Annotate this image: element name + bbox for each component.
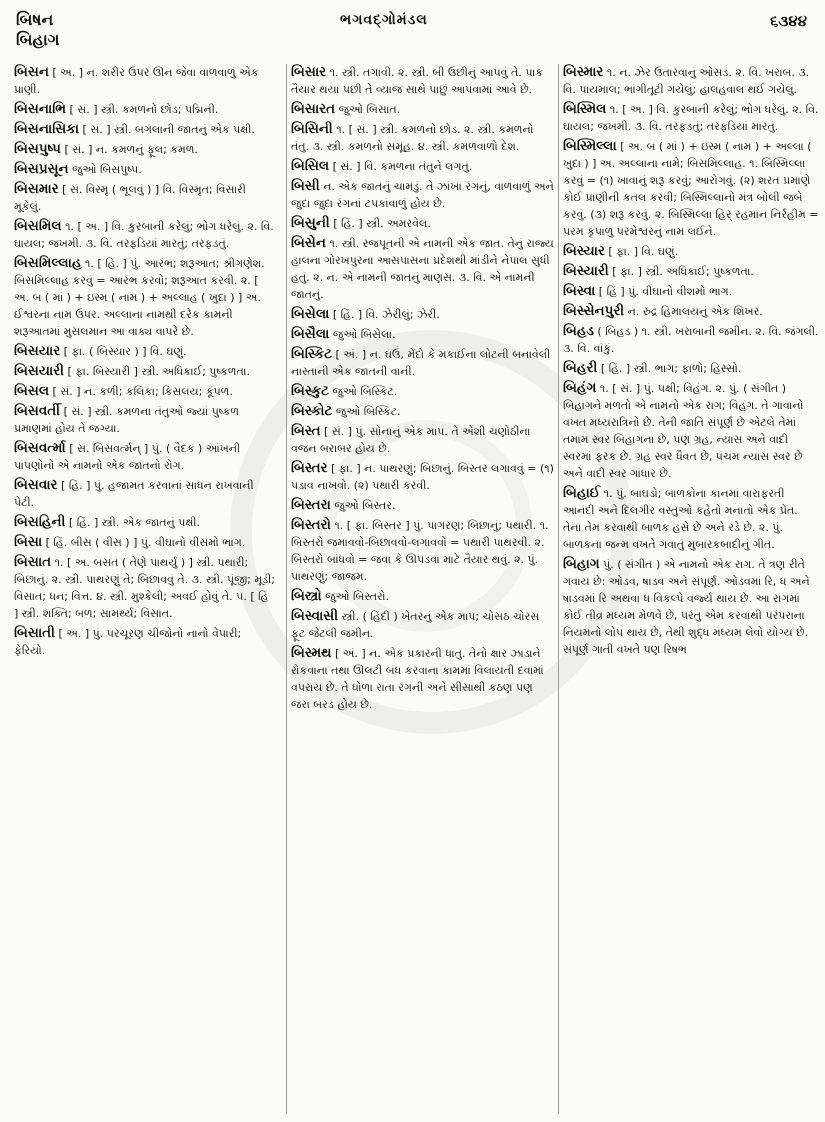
entry-headword: બિસારત: [291, 101, 336, 117]
entry-definition: [ અ. ] ન. શરીર ઉપર ઊન જેવા વાળવાળું એક પ્રાણી.: [14, 66, 259, 96]
dictionary-entry: [291, 178, 555, 212]
dictionary-entry: [14, 101, 276, 118]
dictionary-entry: [14, 477, 276, 511]
entry-definition: [ હિં. ] વિ. ઝેરીલું; ઝેરી.: [332, 308, 440, 321]
entry-definition: જુઓ બિસ્તર.: [334, 499, 396, 512]
entry-definition: [ હિં. બીસ ( વીસ ) ] પું. વીઘાનો વીસમો ભાગ.: [45, 536, 246, 549]
entry-headword: બિસ્મિલ: [563, 101, 607, 117]
entry-definition: [ હિં. ] સ્ત્રી. અમરવેલ.: [333, 217, 431, 230]
dictionary-entry: [563, 380, 819, 482]
entry-definition: ૧. [ અ. બસત ( તેણે પાથર્યું ) ] સ્ત્રી. પથારી; બિછાનું. ૨. સ્ત્રી. પાથરણું તે; બિછાવવું તે. ૩. સ્ત્રી. પૂંજી; મૂડી; વિસાત; ધન; વિત્ત. ૪. સ્ત્રી. મુશ્કેલી; અવઈ હોવું તે. ૫. [ હિં ] સ્ત્રી. શક્તિ; બળ; સામર્થ્ય; વિસાત.: [14, 556, 276, 620]
entry-definition: [ ફા. બિસ્યારી ] સ્ત્રી. અધિકાઈ; પુષ્કળતા.: [67, 365, 250, 378]
entry-definition: ન. એક જાતનું ચામડું. તે ઝાંખા રંગનું, વાળવાળું અને જુદા જુદા રંગનાં ટપકાંવાળું હોય છે.: [291, 180, 554, 210]
entry-headword: બિસનાસિકા: [14, 121, 80, 137]
dictionary-entry: [291, 306, 555, 323]
dictionary-entry: [14, 255, 276, 340]
dictionary-entry: [291, 235, 555, 303]
entry-definition: જુઓ બિસપુષ્પ.: [72, 163, 142, 176]
dictionary-entry: [14, 64, 276, 98]
entry-headword: બિસ્વા: [563, 283, 596, 299]
entry-definition: ૧. [ હિં. ] પું. આરંભ; શરૂઆત; શ્રીગણેશ. બિસમિલ્લાહ કરવું = આરંભ કરવો; શરૂઆત કરવી. ૨. [ અ. બ ( માં ) + ઇસ્મ ( નામ ) + અલ્લાહ ( ખુદા ) ] અ. ઈશ્વરના નામ ઉપર. અલ્લાના નામથી દરેક કામની શરૂઆતમાં મુસલમાન આ વાક્ય વાપરે છે.: [14, 257, 265, 338]
dictionary-entry: [563, 138, 819, 240]
entry-definition: [ સં. ] ન. કમળનું ફૂલ; કમળ.: [64, 143, 198, 156]
page-title: ભગવદ્ગોમંડલ: [340, 12, 428, 28]
entry-definition: ન. રુદ્ર હિમાલયનું એક શિખર.: [627, 305, 763, 318]
entry-headword: બિસવાર: [14, 477, 58, 493]
column-3: [558, 64, 819, 1114]
entry-definition: [ સં. ] સ્ત્રી. બગલાની જાતનું એક પક્ષી.: [82, 123, 255, 136]
entry-headword: બિસ્વાસી: [291, 608, 339, 624]
entry-headword: બિસવર્ત્મા: [14, 440, 66, 456]
page-header: [0, 0, 825, 70]
entry-headword: બિસ્યારી: [563, 263, 609, 279]
entry-headword: બિસુની: [291, 215, 330, 231]
entry-definition: [ અં. ] ન. ઘઉં, મેંદો કે મકાઈના લોટની બનાવેલી નાસ્તાની એક જાતની વાની.: [291, 348, 551, 378]
entry-headword: બિસ્સેનપુરી: [563, 303, 625, 319]
dictionary-entry: [291, 423, 555, 457]
entry-definition: [ અ. બ ( માં ) + ઇસ્મ ( નામ ) + અલ્લા ( ખુદા ) ] અ. અલ્લાના નામે; બિસમિલ્લાહ. ૧. બિસ્મિલ્લા કરવું = (૧) ખાવાનું શરૂ કરવું; આરોગવું. (૨) શરત પ્રમાણે કોઈ પ્રાણીની કતલ કરવી; બિસ્મિલ્લાનો મંત્ર બોલી જબે કરવું. (૩) શરૂ કરવું. ૨. બિસ્મિલ્લા હિર્ રહમાન નિર્રહીમ = પરમ કૃપાળુ પરમેશ્વરનું નામ લઈને.: [563, 140, 819, 238]
dictionary-entry: [563, 360, 819, 377]
entry-definition: ૧. પું. બાઘડો; બાળકોના કાનમાં વારાફરતી આનંદી અને દિલગીર વસ્તુઓ કહેતો મનાતો એક પ્રેત. તેના તેમ કરવાથી બાળક હસે છે અને રડે છે. ૨. પું. બાળકના જન્મ વખતે ગવાતું મુબારકબાદીનું ગીત.: [563, 487, 798, 551]
dictionary-entry: [291, 64, 555, 98]
entry-definition: ૧. [ સં. ] પું. પક્ષી; વિહંગ. ૨. પું. ( સંગીત ) બિહાગને મળતો એ નામનો એક રાગ; વિહંગ. તે ગાવાનો વખત મધ્યરાત્રિનો છે. તેની જાતિ સંપૂર્ણ છે એટલે તેમાં તમામ સ્વર બિહાગના છે, પણ ગ્રહ, ન્યાસ અને વાદી સ્વરમાં ફરક છે. ગ્રહ સ્વર ધૈવત છે, પંચમ ન્યાસ સ્વર છે અને વાદી સ્વર ગાંધાર છે.: [563, 382, 804, 480]
dictionary-entry: [291, 158, 555, 175]
dictionary-entry: [291, 460, 555, 494]
dictionary-entry: [291, 215, 555, 232]
entry-headword: બિસ્મિલ્લા: [563, 138, 617, 154]
entry-headword: બિસ્તર: [291, 460, 328, 476]
dictionary-entry: [563, 283, 819, 300]
entry-headword: બિસ્માર: [563, 64, 604, 80]
entry-definition: [ ફા. ] સ્ત્રી. અધિકાઈ; પુષ્કળતા.: [612, 265, 754, 278]
dictionary-entry: [14, 514, 276, 531]
entry-definition: [ સં. બિસવર્ત્મન્ ] પું. ( વૈદક ) આંખની પાંપણોનો એ નામનો એક જાતનો રોગ.: [14, 442, 241, 472]
entry-definition: [ સં. ] સ્ત્રી. કમળના તંતુઓ જ્યાં પુષ્કળ પ્રમાણમાં હોય તે જગ્યા.: [14, 405, 239, 435]
entry-headword: બિસિલ: [291, 158, 330, 174]
dictionary-entry: [14, 554, 276, 622]
entry-headword: બિસવર્તી: [14, 403, 61, 419]
entry-definition: જુઓ બિસ્કિટ.: [335, 405, 401, 418]
entry-definition: જુઓ બિસ્તરો.: [325, 590, 389, 603]
entry-definition: ૧. સ્ત્રી. તગાવી. ૨. સ્ત્રી. બી ઉછીનું આપવું તે. પાક તૈયાર થયા પછી તે વ્યાજ સાથે પાછું આપવામાં આવે છે.: [291, 66, 543, 96]
entry-headword: બિસ્તરો: [291, 517, 331, 533]
dictionary-entry: [563, 485, 819, 553]
entry-definition: ૧. [ ફા. બિસ્તર ] પું. પાગરણ; બિછાનું; પથારી. ૧. બિસ્તરો જમાવવો-બિછાવવો-લગાવવો = પથારી પાથરવી. ૨. બિસ્તરો બાંધવો = જવા કે ઊપડવા માટે તૈયાર થવું. ૨. પું. પાથરણું; જાજમ.: [291, 519, 549, 583]
entry-definition: પું. ( સંગીત ) એ નામનો એક રાગ. તે ત્રણ રીતે ગવાય છે: ઓડવ, ષાડવ અને સંપૂર્ણ. ઓડવમાં રિ, ધ અને ષાડવમાં રિ અથવા ધ વિકલ્પે વર્જ્ય થાય છે. આ રાગમાં કોઈ તીવ્ર મધ્યમ મેળવે છે, પરંતુ એમ કરવાથી પરંપરાના નિયમનો લોપ થાય છે, તેથી શુદ્ધ મધ્યમ લેવો યોગ્ય છે. સંપૂર્ણ ગાતી વખતે પણ રિષભ: [563, 558, 810, 656]
entry-headword: બિહરી: [563, 360, 598, 376]
dictionary-entry: [563, 101, 819, 135]
entry-headword: બિસિની: [291, 121, 333, 137]
dictionary-entry: [291, 383, 555, 400]
page-number: ૬૩૪૪: [770, 12, 807, 30]
entry-definition: [ ફા. ] ન. પાથરણું; બિછાનું. બિસ્તર લગાવવું = (૧) પડાવ નાખવો. (૨) પથારી કરવી.: [291, 462, 554, 492]
entry-definition: [ ફા. ( બિસ્યાર ) ] વિ. ઘણું.: [63, 345, 187, 358]
dictionary-entry: [291, 517, 555, 585]
entry-headword: બિસયાર: [14, 343, 61, 359]
dictionary-entry: [563, 263, 819, 280]
dictionary-entry: [291, 121, 555, 155]
guide-word-last: બિહાગ: [16, 30, 60, 49]
dictionary-entry: [14, 121, 276, 138]
entry-definition: ૧. [ અ. ] વિ. કુરબાની કરેલું; ભોગ ધરેલું. ૨. વિ. ઘાયલ; જખમી. ૩. વિ. તરફડિયાં મારતું; તરફડતું.: [14, 220, 274, 250]
entry-headword: બિસા: [14, 534, 43, 550]
dictionary-entry: [14, 625, 276, 659]
entry-headword: બિસાત: [14, 554, 52, 570]
entry-headword: બિસ્કિટ: [291, 346, 333, 362]
entry-definition: ૧. [ સં. ] સ્ત્રી. કમળનો છોડ. ૨. સ્ત્રી. કમળનો તંતુ. ૩. સ્ત્રી. કમળનો સમૂહ. ૪. સ્ત્રી. કમળવાળો દેશ.: [291, 123, 534, 153]
guide-word-first: બિષન: [16, 10, 54, 29]
entry-headword: બિસહિની: [14, 514, 66, 530]
entry-headword: બિસાર: [291, 64, 327, 80]
entry-headword: બિસૈલા: [291, 326, 330, 342]
entry-headword: બિસ્ત્રો: [291, 588, 322, 604]
entry-headword: બિહાગ: [563, 556, 600, 572]
dictionary-entry: [14, 161, 276, 178]
entry-definition: ૧. ન. ઝેર ઉતારવાનું ઓસડ. ૨. વિ. ખરાબ. ૩. વિ. પાયમાલ; ભાંગીતૂટી ગયેલું; હાલહવાલ થઈ ગયેલું.: [563, 66, 810, 96]
entry-definition: [ સં. ] વિ. કમળના તંતુને લગતું.: [332, 160, 473, 173]
dictionary-entry: [14, 218, 276, 252]
dictionary-entry: [14, 343, 276, 360]
entry-definition: જુઓ બિસેલા.: [332, 328, 396, 341]
entry-headword: બિસપુષ્પ: [14, 141, 61, 157]
dictionary-entry: [14, 383, 276, 400]
entry-headword: બિસ્કોટ: [291, 403, 333, 419]
dictionary-entry: [563, 303, 819, 320]
entry-definition: [ ફા. ] વિ. ઘણું.: [608, 245, 679, 258]
dictionary-entry: [563, 323, 819, 357]
column-2: [286, 64, 555, 1114]
entry-headword: બિસપ્રસૂન: [14, 161, 69, 177]
entry-definition: [ અં. ] ન. એક પ્રકારની ધાતુ. તેનો ક્ષાર ઝાડાને રોકવાના તથા ઊલટી બંધ કરવાના કામમાં વિલાયતી દવામાં વપરાય છે. તે ધોળા રાતા રંગની અને સીસાથી કઠણ પણ જરા બરડ હોય છે.: [291, 647, 544, 711]
dictionary-entry: [14, 534, 276, 551]
entry-headword: બિહંગ: [563, 380, 597, 396]
dictionary-entry: [563, 243, 819, 260]
entry-headword: બિસ્કુટ: [291, 383, 329, 399]
dictionary-entry: [291, 588, 555, 605]
guide-words: [16, 10, 59, 50]
dictionary-entry: [563, 556, 819, 658]
entry-definition: [ સં. ] સ્ત્રી. કમળનો છોડ; પદ્મિની.: [69, 103, 219, 116]
entry-headword: બિસમિલ: [14, 218, 62, 234]
dictionary-entry: [563, 64, 819, 98]
entry-headword: બિસમિલ્લાહ: [14, 255, 82, 271]
entry-headword: બિસન: [14, 64, 49, 80]
entry-headword: બિસ્યાર: [563, 243, 605, 259]
entry-headword: બિસનાભિ: [14, 101, 67, 117]
entry-headword: બિસ્તરા: [291, 497, 331, 513]
entry-definition: જુઓ બિસ્કિટ.: [332, 385, 398, 398]
entry-definition: [ અ. ] પું. પરચૂરણ ચીજોનો નાનો વેપારી; ફેરિયો.: [14, 627, 242, 657]
dictionary-entry: [14, 440, 276, 474]
dictionary-entry: [291, 346, 555, 380]
entry-definition: જુઓ બિસાત.: [338, 103, 401, 116]
entry-headword: બિસેલા: [291, 306, 330, 322]
entry-definition: [ હિં ] પું. વીઘાનો વીશમો ભાગ.: [598, 285, 733, 298]
entry-headword: બિહડ: [563, 323, 594, 339]
entry-definition: [ સં. ] પું. સોનાનું એક માપ. તે એંશી ચણોઠીના વજન બરાબર હોય છે.: [291, 425, 531, 455]
entry-definition: [ સં. વિસ્મૃ ( ભૂલવું ) ] વિ. વિસ્મૃત; વિસારી મૂકેલું.: [14, 183, 246, 213]
entry-definition: [ હિં. ] સ્ત્રી. ભાગ; ફાળો; હિસ્સો.: [600, 362, 742, 375]
dictionary-entry: [291, 403, 555, 420]
entry-headword: બિસી: [291, 178, 320, 194]
entry-definition: [ હિં. ] પું. હજામત કરવાનાં સાધન રાખવાની પેટી.: [14, 479, 254, 509]
entry-headword: બિસાતી: [14, 625, 55, 641]
entry-definition: [ સં. ] ન. કળી; કલિકા; કિસલય; કૂંપળ.: [52, 385, 233, 398]
dictionary-entry: [291, 608, 555, 642]
entry-headword: બિસલ: [14, 383, 50, 399]
entry-headword: બિહાઈ: [563, 485, 601, 501]
dictionary-entry: [14, 403, 276, 437]
entry-headword: બિસમાર: [14, 181, 59, 197]
entry-headword: બિસેન: [291, 235, 326, 251]
entry-definition: ૧. સ્ત્રી. રજપૂતની એ નામની એક જાત. તેનું રાજ્ય હાલના ગોરખપુરના આસપાસના પ્રદેશથી માંડીને નેપાલ સુધી હતું. ૨. ન. એ નામની જાતનું માણસ. ૩. વિ. એ નામની જાતનું.: [291, 237, 554, 301]
entry-definition: [ હિં. ] સ્ત્રી. એક જાતનું પક્ષી.: [68, 516, 200, 529]
dictionary-entry: [14, 141, 276, 158]
entry-definition: સ્ત્રી. ( હિંદી ) ખેતરનું એક માપ; ચોસઠ ચોરસ ફૂટ જેટલી જમીન.: [291, 610, 540, 640]
entry-definition: ૧. [ અ. ] વિ. કુરબાની કરેલું; ભોગ ધરેલું. ૨. વિ. ઘાયલ; જખમી. ૩. વિ. તરફડતું; તરફડિયાં મારતું.: [563, 103, 819, 133]
dictionary-entry: [14, 181, 276, 215]
entry-headword: બિસયારી: [14, 363, 65, 379]
dictionary-entry: [291, 645, 555, 713]
dictionary-entry: [291, 497, 555, 514]
entry-headword: બિસ્ત: [291, 423, 321, 439]
entry-headword: બિસ્મથ: [291, 645, 332, 661]
dictionary-entry: [291, 326, 555, 343]
dictionary-entry: [14, 363, 276, 380]
column-1: [14, 64, 276, 1114]
dictionary-entry: [291, 101, 555, 118]
entry-definition: ( બિહડ ) ૧. સ્ત્રી. ખરાબાની જમીન. ૨. વિ. જંગલી. ૩. વિ. વાંકું.: [563, 325, 819, 355]
